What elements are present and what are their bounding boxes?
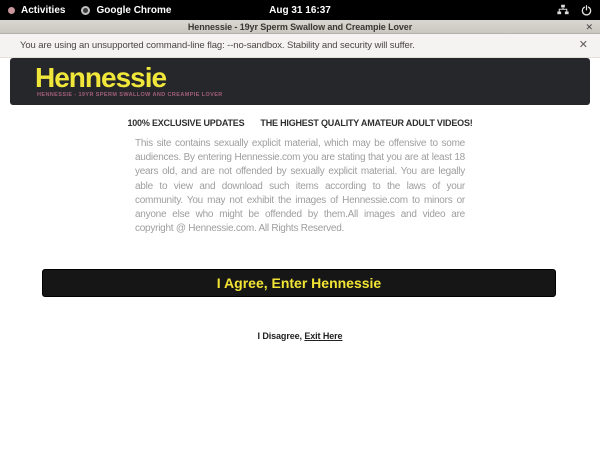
agree-enter-button[interactable]: I Agree, Enter Hennessie [42, 269, 556, 297]
power-icon [581, 5, 592, 16]
site-logo: Hennessie [35, 62, 167, 93]
infobar [0, 34, 600, 58]
window-close-button[interactable]: ✕ [585, 22, 593, 32]
site-tagline: HENNESSIE - 19YR SPERM SWALLOW AND CREAMPIE LOVER [37, 92, 223, 98]
chrome-taskbar-item[interactable] [81, 5, 171, 16]
chrome-icon [81, 6, 90, 15]
headline-exclusive-updates: 100% EXCLUSIVE UPDATES [127, 118, 245, 128]
chrome-taskbar-label: Google Chrome [96, 4, 172, 16]
window-title-bar [0, 20, 600, 34]
clock[interactable]: Aug 31 16:37 [269, 4, 331, 16]
disclaimer-text: This site contains sexually explicit material, which may be offensive to some audiences. By entering Hennessie.com you are stating that you are at least 18 years old, and are not offended by sexually explicit material. You are legally able to view and download such items according to the laws of your community. You may not exhibit the images of Hennessie.com to minors or anyone else who might be offended by them.All images and video are copyright @ Hennessie.com. All Rights Reserved. [135, 138, 465, 235]
headline [0, 118, 600, 128]
top-bar-left [8, 5, 171, 16]
disagree-line [0, 331, 600, 341]
infobar-message: You are using an unsupported command-line flag: --no-sandbox. Stability and security will suffer. [20, 40, 415, 51]
page-content [0, 58, 600, 450]
window-title: Hennessie - 19yr Sperm Swallow and Creampie Lover [187, 21, 413, 32]
exit-link[interactable]: Exit Here [304, 331, 343, 341]
site-header [10, 58, 590, 105]
infobar-close-button[interactable]: ✕ [578, 39, 588, 51]
headline-quality-videos: THE HIGHEST QUALITY AMATEUR ADULT VIDEOS! [260, 118, 473, 128]
activities-button[interactable] [8, 5, 65, 16]
system-tray[interactable] [557, 4, 592, 16]
disagree-label: I Disagree, [257, 331, 305, 341]
activities-label: Activities [21, 4, 66, 16]
network-icon [557, 4, 569, 16]
activities-icon [8, 7, 15, 14]
top-bar [0, 0, 600, 20]
